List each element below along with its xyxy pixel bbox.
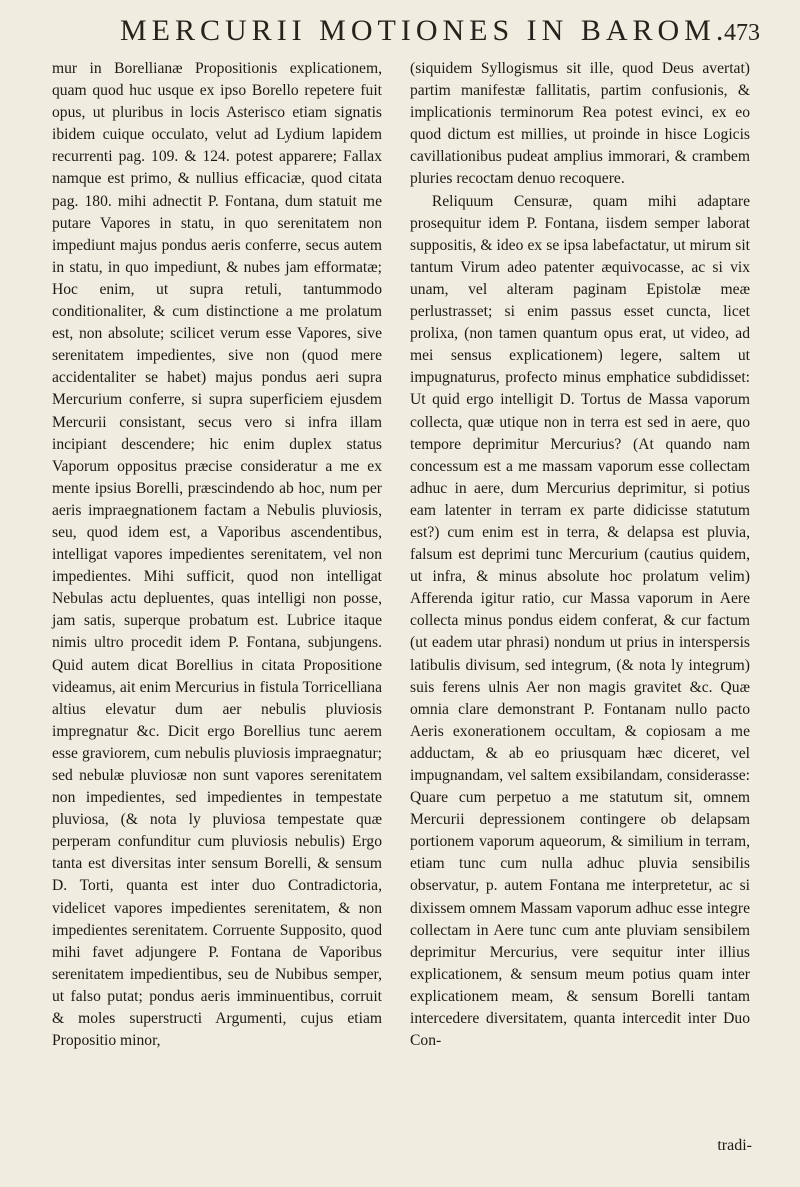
- running-head: MERCURII MOTIONES IN BAROM.: [120, 14, 729, 47]
- right-column: [410, 58, 750, 1052]
- right-paragraph-2: Reliquum Censuræ, quam mihi adaptare prosequitur idem P. Fontana, iisdem semper laborat suppositis, & ideo ex se ipsa labefactatur, ut mirum sit tantum Virum adeo patenter æquivocasse, ac si vix unam, vel alteram paginam Epistolæ meæ perlustrasset; si enim passus esset cuncta, licet prolixa, (non tamen quantum opus erat, ut video, ad mei sensus explicationem) legere, saltem ut impugnaturus, profecto minus emphatice subdidisset: Ut quid ergo intelligit D. Tortus de Massa vaporum collecta, quæ utique non in terra est sed in aere, quo tempore deprimitur Mercurius? (At quando nam concessum est a me massam vaporum esse collectam adhuc in aere, dum Mercurius deprimitur, si potius eam latenter in terram ex parte didicisse statutum est?) cum enim est in terra, & delapsa est pluvia, falsum est deprimi tunc Mercurium (cautius quidem, ut infra, & minus absolute hoc prolatum velim) Afferenda igitur ratio, cur Massa vaporum in Aere collecta minus pondus eidem conferat, & cur factum (ut eadem utar phrasi) nondum ut prius in interspersis latibulis divisum, sed integrum, (& nota ly integrum) suis ferens ulnis Aer non magis gravitet &c. Quæ omnia clare demonstrant P. Fontanam nullo pacto Aeris exonerationem occultam, & copiosam a me adductam, & ab eo priusquam hæc diceret, vel impugnandam, vel saltem exsibilandam, considerasse: Quare cum perpetuo a me statutum sit, omnem Mercurii depressionem contingere ob delapsam portionem vaporum aqueorum, & similium in terram, etiam tunc cum nulla adhuc pluvia sensibilis observatur, p. autem Fontana me interpretetur, ac si dixissem omnem Massam vaporum adhuc esse integre collectam in Aere tunc cum ante pluviam sensibilem deprimitur Mercurius, vere sequitur inter illius explicationem, & sensum meum potius quam inter explicationem meam, & sensum Borelli tantam intercedere diversitatem, quanta intercedit inter Duo Con-: [410, 192, 750, 1050]
- left-paragraph-1: mur in Borellianæ Propositionis explicationem, quam quod huc usque ex ipso Borello repetere fuit opus, ut pluribus in locis Asterisco etiam signatis ibidem cuique occulato, velut ad Lydium lapidem recurrenti pag. 109. & 124. potest apparere; Fallax namque est primo, & nullius efficaciæ, quod citata pag. 180. mihi adnectit P. Fontana, dum statuit me putare Vapores in statu, in quo serenitatem non impediunt majus pondus aeris conferre, secus autem in statu, in quo impediunt, & nubes jam efformatæ; Hoc enim, ut supra retuli, tantummodo conditionaliter, & cum distinctione a me prolatum est, non absolute; scilicet verum esse Vapores, sive serenitatem impedientes, sive non (quod mere accidentaliter se habet) majus pondus aeri supra Mercurium conferre, si supra superficiem ejusdem Mercurii consistant, secus vero si infra illam incipiant descendere; hic enim duplex status Vaporum oppositus præcise consideratur a me ex mente ipsius Borelli, præscindendo ab hoc, num per aeris impraegnationem factam a Nebulis pluviosis, seu, quod idem est, a Vaporibus ascendentibus, intelligat vapores impedientes serenitatem, vel non impedientes. Mihi sufficit, quod non intelligat Nebulas actu depluentes, quas intelligi non posse, jam satis, superque probatum est. Lubrice itaque nimis ultro procedit idem P. Fontana, subjungens. Quid autem dicat Borellius in citata Propositione videamus, ait enim Mercurius in fistula Torricelliana altius elevatur dum aer nebulis pluviosis impregnatur &c. Dicit ergo Borellius tunc aerem esse graviorem, cum nebulis pluviosis impraegnatur; sed nebulæ pluviosæ non sunt vapores serenitatem non impedientes, sed impedientes in tempestate pluviosa, (& nota ly pluviosa tempestate quæ perperam confunditur cum pluviosis nebulis) Ergo tanta est diversitas inter sensum Borelli, & sensum D. Torti, quanta est inter duo Contradictoria, videlicet vapores impedientes serenitatem, & non impedientes serenitatem. Corruente Supposito, quod mihi favet adjungere P. Fontana de Vaporibus serenitatem impedientibus, seu de Nubibus semper, ut falso putat; pondus aeris imminuentibus, corruit & moles superstructi Argumenti, cujus etiam Propositio minor,: [52, 60, 382, 1050]
- page-header: [120, 14, 760, 48]
- page-number: 473: [724, 20, 760, 46]
- right-paragraph-1: (siquidem Syllogismus sit ille, quod Deus avertat) partim manifestæ fallitatis, partim confusionis, & implicationis terminorum Rea potest evinci, ex eo quod dictum est millies, ut proinde in hisce Logicis cavillationibus pudeat amplius immorari, & crambem pluries recoctam denuo recoquere.: [410, 60, 750, 188]
- catchword: tradi-: [717, 1137, 752, 1154]
- left-column: [52, 58, 382, 1052]
